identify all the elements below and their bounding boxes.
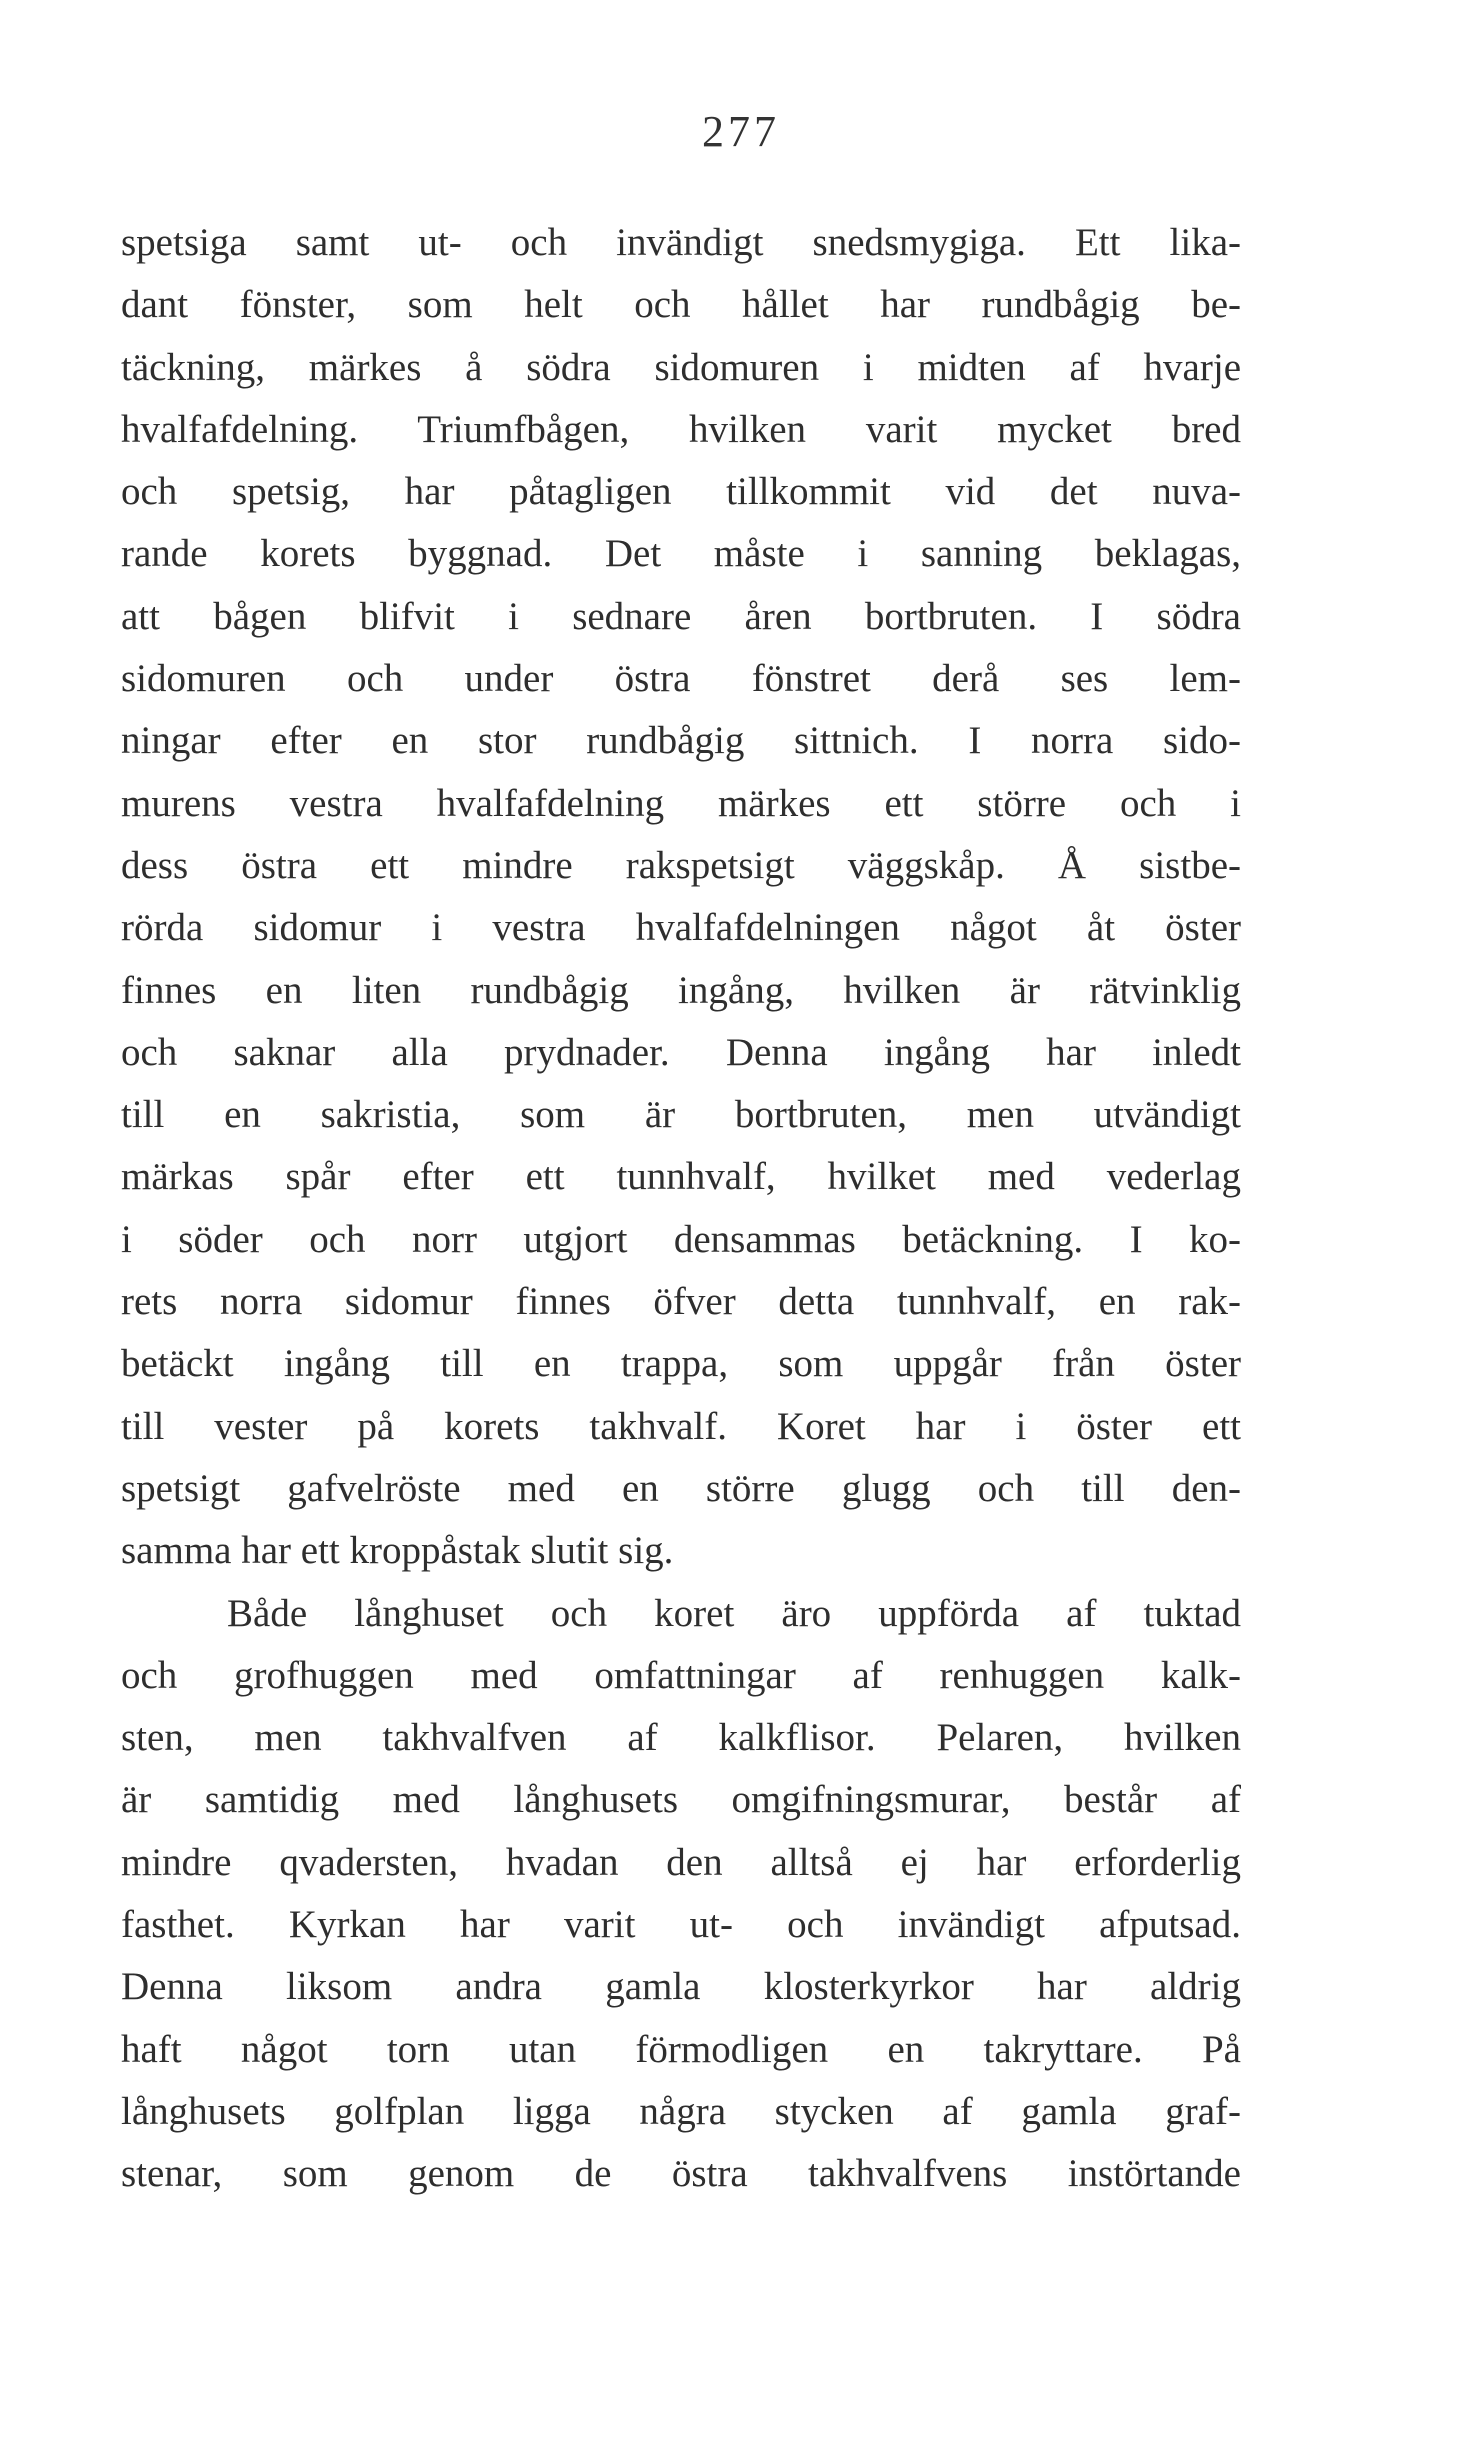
text-line: stenar, som genom de östra takhvalfvens instörtande bbox=[121, 2152, 1241, 2196]
text-line: sidomuren och under östra fönstret derå ses lem- bbox=[121, 657, 1241, 701]
paragraph-end-line: samma har ett kroppåstak slutit sig. bbox=[121, 1529, 674, 1573]
text-line: sten, men takhvalfven af kalkflisor. Pelaren, hvilken bbox=[121, 1716, 1241, 1760]
text-line: rande korets byggnad. Det måste i sanning beklagas, bbox=[121, 532, 1241, 576]
text-line: fasthet. Kyrkan har varit ut- och invändigt afputsad. bbox=[121, 1903, 1241, 1947]
paragraph-start-line: Både långhuset och koret äro uppförda af tuktad bbox=[227, 1591, 1241, 1635]
text-line: är samtidig med långhusets omgifningsmurar, består af bbox=[121, 1778, 1241, 1822]
text-line: i söder och norr utgjort densammas betäckning. I ko- bbox=[121, 1217, 1241, 1261]
text-line: ningar efter en stor rundbågig sittnich. I norra sido- bbox=[121, 719, 1241, 763]
text-line: till vester på korets takhvalf. Koret har i öster ett bbox=[121, 1404, 1241, 1448]
text-line: haft något torn utan förmodligen en takryttare. På bbox=[121, 2027, 1241, 2071]
text-line: Denna liksom andra gamla klosterkyrkor har aldrig bbox=[121, 1965, 1241, 2009]
text-line: spetsigt gafvelröste med en större glugg och till den- bbox=[121, 1466, 1241, 1510]
text-line: finnes en liten rundbågig ingång, hvilken är rätvinklig bbox=[121, 968, 1241, 1012]
text-line: rets norra sidomur finnes öfver detta tunnhvalf, en rak- bbox=[121, 1280, 1241, 1324]
text-line: till en sakristia, som är bortbruten, men utvändigt bbox=[121, 1093, 1241, 1137]
text-line: rörda sidomur i vestra hvalfafdelningen något åt öster bbox=[121, 906, 1241, 950]
text-line: täckning, märkes å södra sidomuren i midten af hvarje bbox=[121, 345, 1241, 389]
text-line: betäckt ingång till en trappa, som uppgår från öster bbox=[121, 1342, 1241, 1386]
text-line: spetsiga samt ut- och invändigt snedsmygiga. Ett lika- bbox=[121, 221, 1241, 264]
page-number: 277 bbox=[702, 107, 780, 156]
body-text bbox=[121, 212, 1241, 2206]
text-line: märkas spår efter ett tunnhvalf, hvilket med vederlag bbox=[121, 1155, 1241, 1199]
text-line: dant fönster, som helt och hållet har rundbågig be- bbox=[121, 283, 1241, 327]
text-line: hvalfafdelning. Triumfbågen, hvilken varit mycket bred bbox=[121, 407, 1241, 451]
text-line: och grofhuggen med omfattningar af renhuggen kalk- bbox=[121, 1653, 1241, 1697]
text-line: långhusets golfplan ligga några stycken af gamla graf- bbox=[121, 2089, 1241, 2133]
text-line: murens vestra hvalfafdelning märkes ett större och i bbox=[121, 781, 1241, 825]
text-line: och spetsig, har påtagligen tillkommit vid det nuva- bbox=[121, 470, 1241, 514]
text-line: att bågen blifvit i sednare åren bortbruten. I södra bbox=[121, 594, 1241, 638]
text-line: mindre qvadersten, hvadan den alltså ej har erforderlig bbox=[121, 1840, 1241, 1884]
text-line: dess östra ett mindre rakspetsigt väggskåp. Å sistbe- bbox=[121, 843, 1241, 887]
text-line: och saknar alla prydnader. Denna ingång har inledt bbox=[121, 1030, 1241, 1074]
